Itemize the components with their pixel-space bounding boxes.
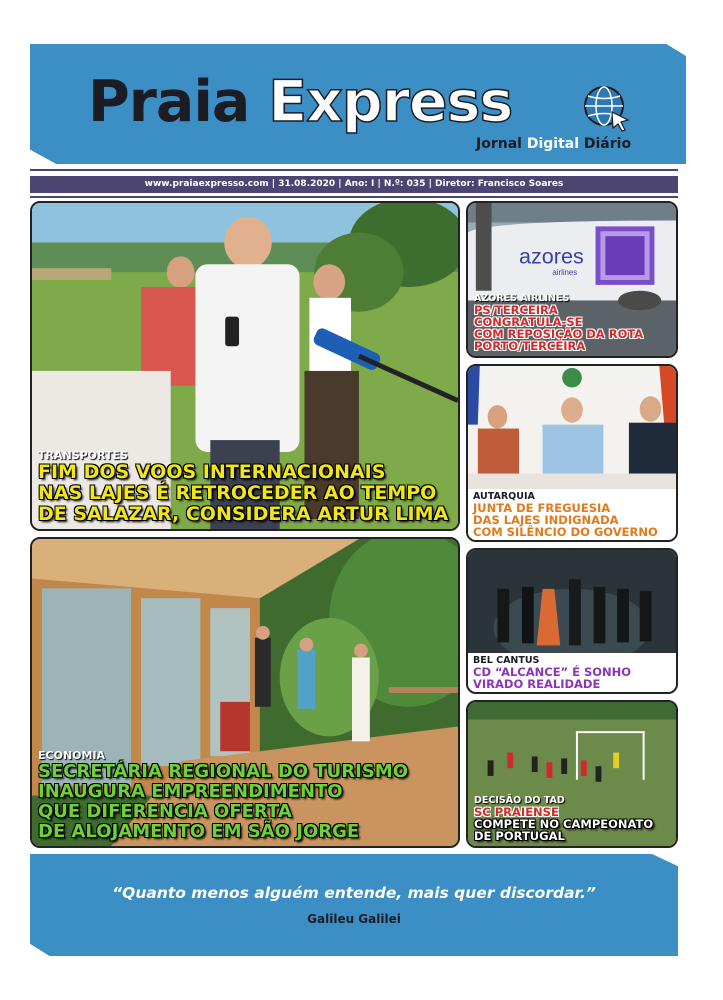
story-economy[interactable] bbox=[30, 537, 460, 848]
masthead-subtitle bbox=[476, 136, 631, 152]
quote-text: “Quanto menos alguém entende, mais quer discordar.” bbox=[112, 884, 596, 902]
story-headline[interactable]: PS/TERCEIRA CONGRATULA-SE COM REPOSIÇÃO DA ROTA PORTO/TERCEIRA bbox=[474, 303, 644, 353]
subtitle-diario: Diário bbox=[579, 136, 632, 152]
story-main[interactable] bbox=[30, 201, 460, 531]
story-headline[interactable]: JUNTA DE FREGUESIA DAS LAJES INDIGNADA COM SILÊNCIO DO GOVERNO bbox=[473, 501, 658, 539]
story-bel-cantus[interactable] bbox=[466, 548, 678, 694]
story-headline-team[interactable]: SC PRAIENSE bbox=[474, 805, 559, 819]
story-headline[interactable]: SECRETÁRIA REGIONAL DO TURISMO INAUGURA EMPREENDIMENTO QUE DIFERENCIA OFERTA DE ALOJAMENTO EM SÃO JORGE bbox=[38, 761, 408, 842]
story-headline[interactable]: FIM DOS VOOS INTERNACIONAIS NAS LAJES É RETROCEDER AO TEMPO DE SALAZAR, CONSIDERA ARTUR LIMA bbox=[38, 461, 449, 525]
story-headline[interactable]: COMPETE NO CAMPEONATO DE PORTUGAL bbox=[474, 817, 654, 843]
story-autarquia[interactable] bbox=[466, 364, 678, 542]
subtitle-digital: Digital bbox=[526, 136, 580, 152]
subtitle-jornal: Jornal bbox=[476, 136, 527, 152]
story-category: AZORES AIRLINES bbox=[474, 293, 570, 304]
caption-box bbox=[468, 489, 676, 540]
story-category: BEL CANTUS bbox=[473, 655, 540, 666]
title-praia: Praia bbox=[88, 69, 269, 135]
quote-author: Galileu Galilei bbox=[307, 912, 401, 926]
info-bar[interactable]: www.praiaexpresso.com | 31.08.2020 | Ano: I | N.º: 035 | Diretor: Francisco Soares bbox=[30, 176, 678, 193]
divider-bottom bbox=[30, 196, 678, 198]
plane-brand-subtext: airlines bbox=[552, 268, 578, 278]
divider-top bbox=[30, 169, 678, 171]
story-azores-airlines[interactable] bbox=[466, 201, 678, 358]
story-headline[interactable]: CD “ALCANCE” É SONHO VIRADO REALIDADE bbox=[473, 665, 632, 691]
story-category: ECONOMIA bbox=[38, 749, 106, 762]
story-category: TRANSPORTES bbox=[38, 449, 128, 462]
quote-banner bbox=[30, 854, 678, 956]
story-category: AUTARQUIA bbox=[473, 491, 535, 502]
story-category: DECISÃO DO TAD bbox=[474, 795, 565, 806]
caption-box bbox=[468, 653, 676, 692]
newspaper-title bbox=[88, 68, 512, 136]
globe-icon bbox=[582, 84, 630, 132]
plane-brand-text: azores bbox=[519, 244, 584, 269]
title-express: Express bbox=[268, 69, 513, 135]
story-sc-praiense[interactable] bbox=[466, 700, 678, 848]
